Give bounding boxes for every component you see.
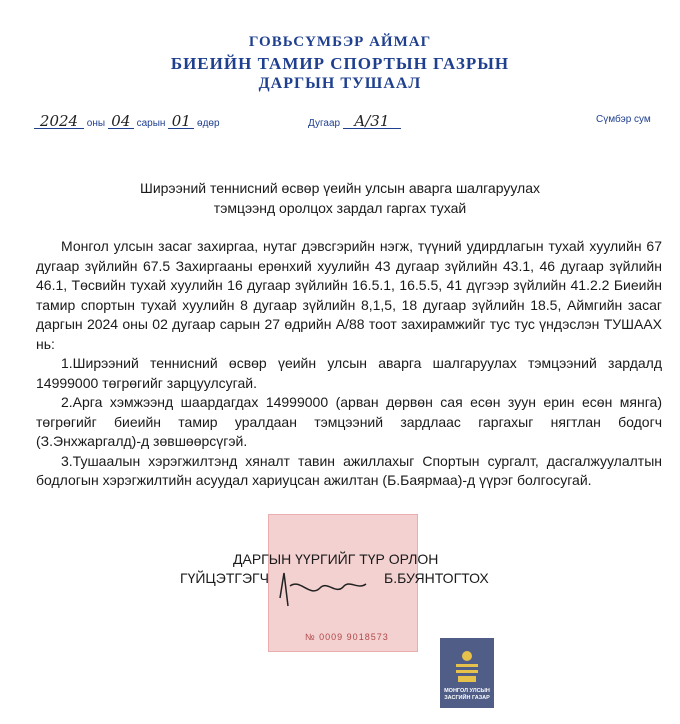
date-year: 2024 — [34, 114, 84, 129]
number-value: A/31 — [343, 114, 401, 129]
date-month: 04 — [108, 114, 134, 129]
document-number — [308, 114, 401, 129]
header-org-line: ГОВЬСҮМБЭР АЙМАГ — [248, 34, 432, 50]
date-year-suffix: оны — [86, 118, 106, 129]
handwritten-signature — [270, 568, 380, 618]
body-item-3: 3.Тушаалын хэрэгжилтэнд хяналт тавин ажиллахыг Спортын сургалт, дасгалжуулалтын бодлогын хэрэгжилтийн асуудал хариуцсан ажилтан (Б.Баярмаа)-д үүрэг болгосугай. — [36, 452, 662, 488]
soyombo-icon — [440, 638, 494, 686]
document-body — [36, 237, 662, 491]
date-month-suffix: сарын — [136, 118, 166, 129]
date-field — [34, 114, 220, 129]
signatory-title-line-2: ГҮЙЦЭТГЭГЧ — [180, 570, 269, 586]
subject-line-1: Ширээний теннисний өсвөр үеийн улсын аварга шалгаруулах — [139, 180, 540, 196]
body-item-2: 2.Арга хэмжээнд шаардагдах 14999000 (арван дөрвөн сая есөн зуун ерин есөн мянга) төгрөгийг биеийн тамир уралдаан тэмцээний зардлаас гаргахыг нягтлан бодогч (З.Энхжаргалд)-д зөвшөөрсүгэй. — [36, 394, 662, 449]
signatory-title-line-1: ДАРГЫН ҮҮРГИЙГ ТҮР ОРЛОН — [233, 551, 439, 567]
date-day-suffix: өдөр — [197, 118, 220, 129]
header-department-line: БИЕИЙН ТАМИР СПОРТЫН ГАЗРЫН — [170, 54, 510, 73]
government-emblem — [440, 638, 494, 708]
date-day: 01 — [168, 114, 194, 129]
body-intro: Монгол улсын засаг захиргаа, нутаг дэвсгэрийн нэгж, түүний удирдлагын тухай хуулийн 67 дугаар зүйлийн 67.5 Захиргааны ерөнхий хуулийн 43 дугаар зүйлийн 43.1, 46 дугаар зүйлийн 46.1, Төсвийн тухай хуулийн 16 дугаар зүйлийн 16.5.1, 16.5.5, 41 дүгээр зүйлийн 41.2.2 Биеийн тамир спортын тухай хуулийн 8 дугаар зүйлийн 8,1,5, 18 дугаар зүйлийн 18.5, Аймгийн засаг даргын 2024 оны 02 дугаар сарын 27 өдрийн А/88 тоот захирамжийг тус тус үндэслэн ТУШААХ нь: — [36, 238, 662, 352]
stamp-number: № 0009 9018573 — [305, 632, 389, 642]
emblem-caption: МОНГОЛ УЛСЫН ЗАСГИЙН ГАЗАР — [444, 688, 490, 701]
subject-line-2: тэмцээнд оролцох зардал гаргах тухай — [213, 200, 467, 216]
place: Сүмбэр сум — [596, 114, 651, 125]
number-label: Дугаар — [308, 118, 341, 129]
signatory-name: Б.БУЯНТОГТОХ — [384, 570, 489, 586]
document-title: ДАРГЫН ТУШААЛ — [258, 75, 422, 92]
body-item-1: 1.Ширээний теннисний өсвөр үеийн улсын аварга шалгаруулах тэмцээний зардалд 14999000 төгрөгийг зарцуулсугай. — [36, 355, 662, 391]
